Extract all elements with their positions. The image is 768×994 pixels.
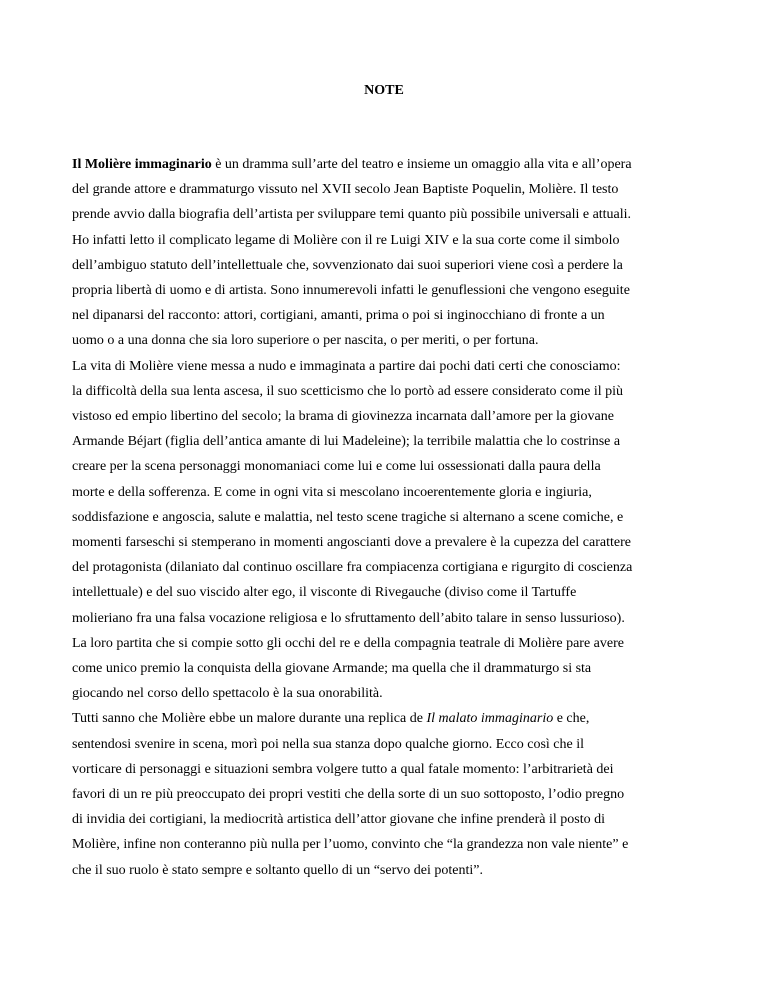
text-line: Molière, infine non conteranno più nulla per l’uomo, convinto che “la grandezza non vale niente” e — [72, 837, 629, 853]
text-line — [72, 706, 702, 731]
paragraph-1 — [72, 152, 702, 354]
text-line: uomo o a una donna che sia loro superiore o per nascita, o per meriti, o per fortuna. — [72, 333, 539, 349]
text-line: propria libertà di uomo e di artista. Sono innumerevoli infatti le genuflessioni che vengono eseguite — [72, 283, 630, 299]
text-line: soddisfazione e angoscia, salute e malattia, nel testo scene tragiche si alternano a scene comiche, e — [72, 509, 624, 525]
document-body — [72, 152, 702, 883]
text-line: la difficoltà della sua lenta ascesa, il suo scetticismo che lo portò ad essere considerato come il più — [72, 383, 624, 399]
text-line: molieriano fra una falsa vocazione religiosa e lo sfruttamento dell’abito talare in senso lussurioso). — [72, 610, 625, 626]
text-line: dell’ambiguo statuto dell’intellettuale che, sovvenzionato dai suoi superiori viene così a perdere la — [72, 257, 623, 273]
text-line: momenti farseschi si stemperano in momenti angoscianti dove a prevalere è la cupezza del carattere — [72, 535, 631, 551]
text-line: intellettuale) e del suo viscido alter ego, il visconte di Rivegauche (diviso come il Tartuffe — [72, 585, 577, 601]
text-line: che il suo ruolo è stato sempre e soltanto quello di un “servo dei potenti”. — [72, 862, 483, 878]
text-segment: è un dramma sull’arte del teatro e insieme un omaggio alla vita e all’opera — [211, 157, 632, 172]
text-line: vistoso ed empio libertino del secolo; la brama di giovinezza incarnata dall’amore per la giovane — [72, 409, 614, 425]
text-line — [72, 152, 702, 177]
text-line: del grande attore e drammaturgo vissuto nel XVII secolo Jean Baptiste Poquelin, Molière. Il testo — [72, 182, 619, 198]
text-line: del protagonista (dilaniato dal continuo oscillare fra compiacenza cortigiana e rigurgito di coscienza — [72, 560, 633, 576]
work-title-bold: Il Molière immaginario — [72, 157, 212, 172]
text-line: favori di un re più preoccupato dei propri vestiti che della sorte di un suo sottoposto, l’odio pregno — [72, 787, 625, 803]
text-line: giocando nel corso dello spettacolo è la sua onorabilità. — [72, 686, 383, 702]
text-line: come unico premio la conquista della giovane Armande; ma quella che il drammaturgo si sta — [72, 661, 592, 677]
text-line: prende avvio dalla biografia dell’artista per sviluppare temi quanto più possibile universali e attuali. — [72, 207, 632, 223]
text-line: morte e della sofferenza. E come in ogni vita si mescolano incoerentemente gloria e ingiuria, — [72, 484, 592, 500]
text-line: Armande Béjart (figlia dell’antica amante di lui Madeleine); la terribile malattia che lo costrinse a — [72, 434, 621, 450]
text-line: sentendosi svenire in scena, morì poi nella sua stanza dopo qualche giorno. Ecco così che il — [72, 736, 585, 752]
text-line: nel dipanarsi del racconto: attori, cortigiani, amanti, prima o poi si inginocchiano di fronte a un — [72, 308, 605, 324]
play-title-italic: Il malato immaginario — [426, 711, 554, 727]
text-line: di invidia dei cortigiani, la mediocrità artistica dell’attor giovane che infine prenderà il posto di — [72, 812, 605, 828]
text-line: La vita di Molière viene messa a nudo e immaginata a partire dai pochi dati certi che conosciamo: — [72, 358, 621, 374]
text-segment: Tutti sanno che Molière ebbe un malore durante una replica de — [72, 711, 427, 727]
paragraph-2 — [72, 354, 702, 707]
paragraph-3 — [72, 706, 702, 882]
text-line: Ho infatti letto il complicato legame di Molière con il re Luigi XIV e la sua corte come il simbolo — [72, 232, 620, 248]
text-line: La loro partita che si compie sotto gli occhi del re e della compagnia teatrale di Molière pare avere — [72, 635, 624, 651]
text-line: creare per la scena personaggi monomaniaci come lui e come lui ossessionati dalla paura della — [72, 459, 601, 475]
text-line: vorticare di personaggi e situazioni sembra volgere tutto a qual fatale momento: l’arbitrarietà dei — [72, 761, 614, 777]
text-segment: e che, — [553, 711, 590, 727]
page-title: NOTE — [364, 83, 404, 98]
